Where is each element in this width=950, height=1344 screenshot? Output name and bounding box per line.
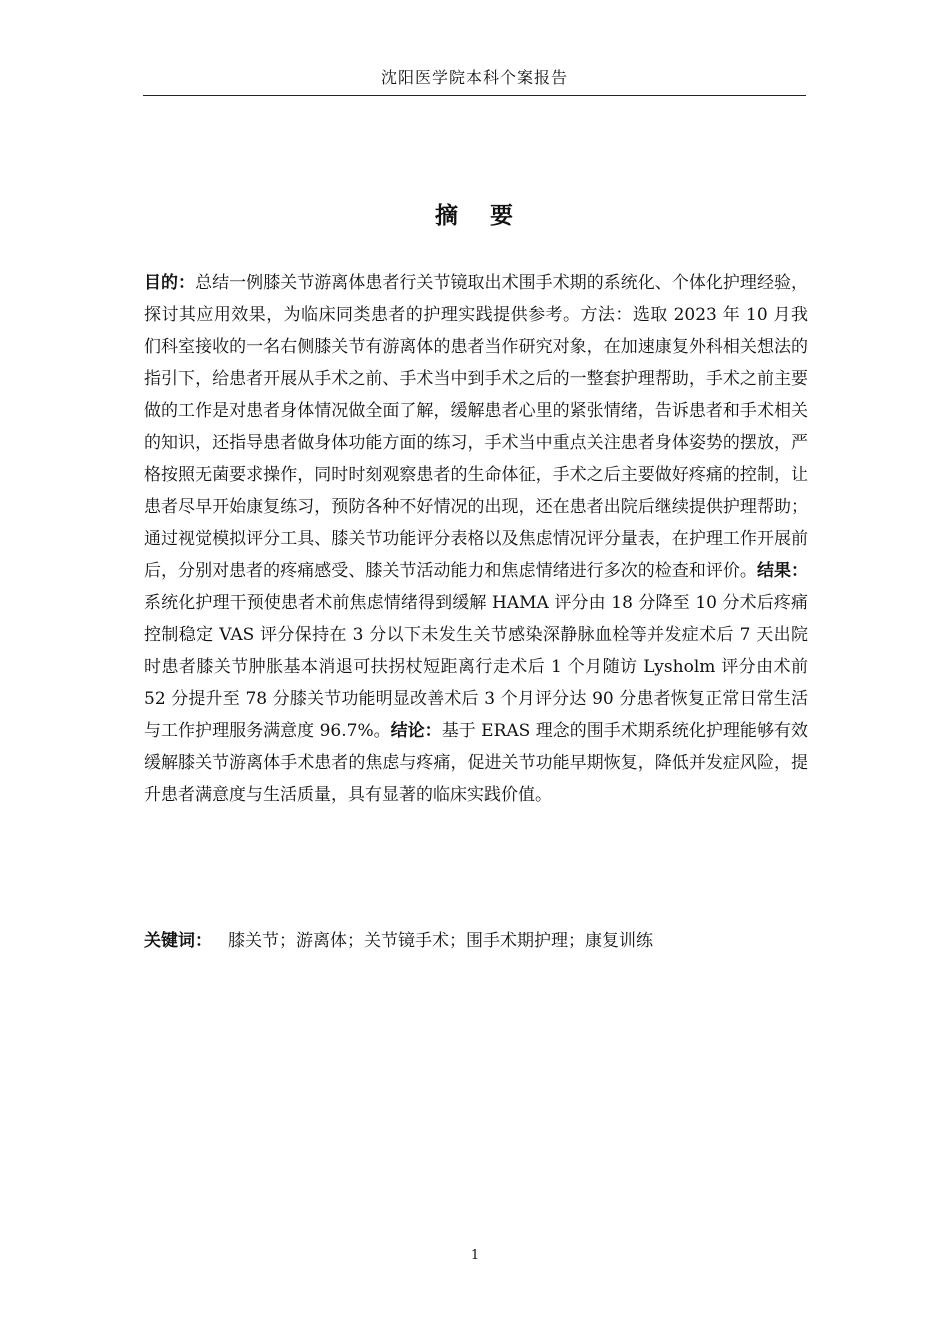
results-text: 系统化护理干预使患者术前焦虑情绪得到缓解 HAMA 评分由 18 分降至 10 分术后疼痛控制稳定 VAS 评分保持在 3 分以下未发生关节感染深静脉血栓等并发症术后 7 天出院时患者膝关节肿胀基本消退可扶拐杖短距离行走术后 1 个月随访 Lysholm 评分由术前 52 分提升至 78 分膝关节功能明显改善术后 3 个月评分达 90 分患者恢复正常日常生活与工作护理服务满意度 96.7%。 (144, 593, 808, 741)
objective-text: 总结一例膝关节游离体患者行关节镜取出术围手术期的系统化、个体化护理经验，探讨其应用效果，为临床同类患者的护理实践提供参考。方法：选取 2023 年 10 月我们科室接收的一名右侧膝关节有游离体的患者当作研究对象，在加速康复外科相关想法的指引下，给患者开展从手术之前、手术当中到手术之后的一整套护理帮助，手术之前主要做的工作是对患者身体情况做全面了解，缓解患者心里的紧张情绪，告诉患者和手术相关的知识，还指导患者做身体功能方面的练习，手术当中重点关注患者身体姿势的摆放，严格按照无菌要求操作，同时时刻观察患者的生命体征，手术之后主要做好疼痛的控制，让患者尽早开始康复练习，预防各种不好情况的出现，还在患者出院后继续提供护理帮助；通过视觉模拟评分工具、膝关节功能评分表格以及焦虑情况评分量表，在护理工作开展前后，分别对患者的疼痛感受、膝关节活动能力和焦虑情绪进行多次的检查和评价。 (144, 273, 809, 581)
page-number: 1 (470, 1248, 480, 1263)
abstract-body (144, 267, 808, 811)
keywords-line (144, 926, 808, 956)
running-header: 沈阳医学院本科个案报告 (143, 64, 806, 96)
objective-label: 目的： (144, 273, 196, 293)
keywords-label: 关键词： (144, 931, 212, 951)
conclusion-label: 结论： (390, 721, 442, 741)
abstract-title-char-2: 要 (490, 203, 515, 229)
results-label: 结果： (756, 561, 809, 581)
keywords-text: 膝关节；游离体；关节镜手术；围手术期护理；康复训练 (228, 931, 653, 951)
abstract-title (0, 196, 950, 236)
conclusion-text: 基于 ERAS 理念的围手术期系统化护理能够有效缓解膝关节游离体手术患者的焦虑与疼痛，促进关节功能早期恢复，降低并发症风险，提升患者满意度与生活质量，具有显著的临床实践价值。 (144, 721, 808, 805)
abstract-title-char-1: 摘 (435, 203, 460, 229)
